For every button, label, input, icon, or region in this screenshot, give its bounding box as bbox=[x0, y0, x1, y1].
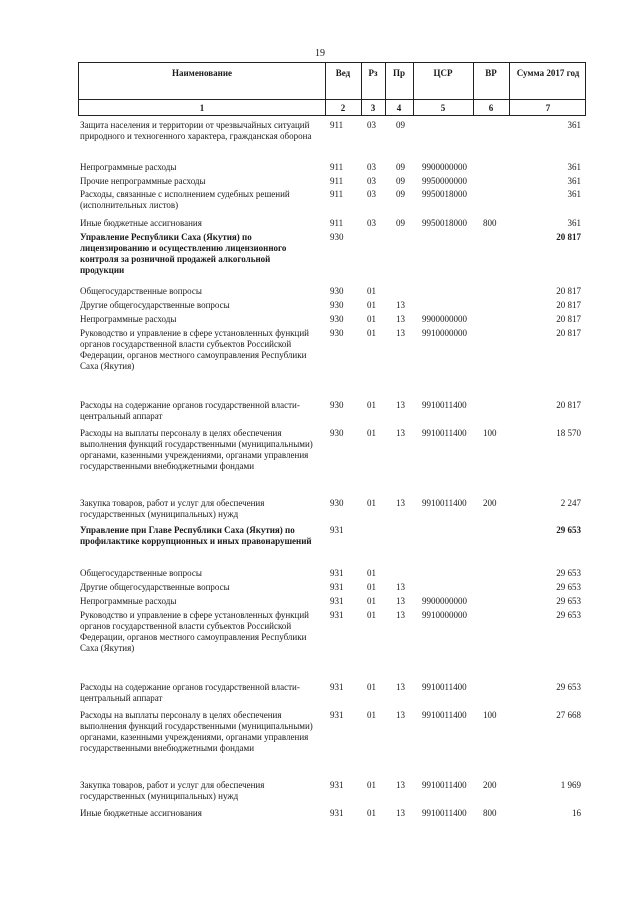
cell-csr: 9910011400 bbox=[422, 428, 467, 438]
header-name: Наименование bbox=[172, 68, 232, 78]
page-number: 19 bbox=[315, 48, 325, 59]
cell-name: Руководство и управление в сфере установленных функций органов государственной власти субъектов Российской Федерации, органов местного самоуправления Республики Саха (Якутия) bbox=[80, 610, 309, 653]
cell-ved: 911 bbox=[330, 162, 344, 172]
header-num-ved: 2 bbox=[340, 103, 346, 113]
cell-name: Общегосударственные вопросы bbox=[80, 568, 202, 578]
cell-sum: 361 bbox=[567, 162, 581, 172]
cell-sum: 20 817 bbox=[556, 232, 581, 242]
cell-pr: 13 bbox=[396, 596, 405, 606]
cell-name: Иные бюджетные ассигнования bbox=[80, 808, 202, 818]
cell-name: Общегосударственные вопросы bbox=[80, 286, 202, 296]
cell-ved: 930 bbox=[330, 300, 344, 310]
cell-name: Расходы, связанные с исполнением судебных решений (исполнительных листов) bbox=[80, 189, 290, 210]
header-vr: ВР bbox=[485, 68, 497, 78]
cell-ved: 911 bbox=[330, 120, 344, 130]
cell-pr: 09 bbox=[396, 218, 405, 228]
cell-name: Защита населения и территории от чрезвычайных ситуаций природного и техногенного характера, гражданская оборона bbox=[80, 120, 312, 141]
cell-pr: 13 bbox=[396, 780, 405, 790]
cell-name: Другие общегосударственные вопросы bbox=[80, 582, 230, 592]
cell-vr: 800 bbox=[483, 808, 497, 818]
cell-name: Другие общегосударственные вопросы bbox=[80, 300, 230, 310]
cell-rz: 01 bbox=[367, 596, 376, 606]
cell-sum: 20 817 bbox=[556, 286, 581, 296]
cell-name: Расходы на содержание органов государственной власти- центральный аппарат bbox=[80, 400, 300, 421]
cell-vr: 200 bbox=[483, 498, 497, 508]
cell-name: Расходы на содержание органов государственной власти- центральный аппарат bbox=[80, 682, 300, 703]
cell-sum: 361 bbox=[567, 176, 581, 186]
cell-csr: 9910011400 bbox=[422, 710, 467, 720]
cell-vr: 200 bbox=[483, 780, 497, 790]
cell-vr: 100 bbox=[483, 428, 497, 438]
cell-sum: 29 653 bbox=[556, 596, 581, 606]
cell-sum: 29 653 bbox=[556, 525, 581, 535]
cell-ved: 930 bbox=[330, 286, 344, 296]
cell-ved: 911 bbox=[330, 189, 344, 199]
cell-csr: 9910011400 bbox=[422, 780, 467, 790]
cell-ved: 931 bbox=[330, 808, 344, 818]
header-pr: Пр bbox=[392, 68, 405, 78]
cell-sum: 29 653 bbox=[556, 568, 581, 578]
cell-rz: 03 bbox=[367, 120, 376, 130]
cell-name: Прочие непрограммные расходы bbox=[80, 176, 206, 186]
cell-pr: 13 bbox=[396, 610, 405, 620]
cell-pr: 13 bbox=[396, 328, 405, 338]
cell-ved: 930 bbox=[330, 232, 344, 242]
cell-ved: 931 bbox=[330, 610, 344, 620]
cell-sum: 18 570 bbox=[556, 428, 581, 438]
header-num-rz: 3 bbox=[370, 103, 376, 113]
cell-name: Иные бюджетные ассигнования bbox=[80, 218, 202, 228]
cell-pr: 13 bbox=[396, 400, 405, 410]
cell-rz: 01 bbox=[367, 300, 376, 310]
cell-rz: 03 bbox=[367, 189, 376, 199]
cell-rz: 01 bbox=[367, 498, 376, 508]
cell-csr: 9950018000 bbox=[422, 218, 467, 228]
header-num-pr: 4 bbox=[396, 103, 402, 113]
cell-pr: 13 bbox=[396, 498, 405, 508]
cell-ved: 930 bbox=[330, 498, 344, 508]
header-num-vr: 6 bbox=[488, 103, 494, 113]
cell-ved: 931 bbox=[330, 525, 344, 535]
cell-sum: 29 653 bbox=[556, 610, 581, 620]
cell-pr: 13 bbox=[396, 314, 405, 324]
cell-ved: 930 bbox=[330, 400, 344, 410]
cell-pr: 09 bbox=[396, 162, 405, 172]
cell-ved: 931 bbox=[330, 582, 344, 592]
cell-rz: 01 bbox=[367, 808, 376, 818]
cell-ved: 931 bbox=[330, 682, 344, 692]
cell-ved: 931 bbox=[330, 710, 344, 720]
table-header bbox=[78, 62, 586, 116]
cell-rz: 03 bbox=[367, 162, 376, 172]
header-num-csr: 5 bbox=[440, 103, 446, 113]
cell-rz: 01 bbox=[367, 682, 376, 692]
cell-pr: 13 bbox=[396, 582, 405, 592]
header-divider bbox=[79, 99, 585, 100]
cell-pr: 13 bbox=[396, 300, 405, 310]
cell-csr: 9910011400 bbox=[422, 808, 467, 818]
cell-rz: 01 bbox=[367, 582, 376, 592]
cell-rz: 01 bbox=[367, 568, 376, 578]
cell-rz: 03 bbox=[367, 218, 376, 228]
cell-sum: 361 bbox=[567, 120, 581, 130]
cell-ved: 930 bbox=[330, 328, 344, 338]
cell-csr: 9910000000 bbox=[422, 610, 467, 620]
cell-csr: 9900000000 bbox=[422, 314, 467, 324]
cell-sum: 361 bbox=[567, 218, 581, 228]
cell-pr: 13 bbox=[396, 710, 405, 720]
cell-ved: 931 bbox=[330, 596, 344, 606]
cell-name: Закупка товаров, работ и услуг для обеспечения государственных (муниципальных) нужд bbox=[80, 498, 265, 519]
cell-rz: 01 bbox=[367, 710, 376, 720]
cell-csr: 9910011400 bbox=[422, 498, 467, 508]
cell-pr: 09 bbox=[396, 120, 405, 130]
cell-rz: 01 bbox=[367, 314, 376, 324]
cell-rz: 01 bbox=[367, 780, 376, 790]
cell-sum: 20 817 bbox=[556, 328, 581, 338]
cell-name: Непрограммные расходы bbox=[80, 314, 177, 324]
cell-ved: 930 bbox=[330, 428, 344, 438]
cell-name: Управление Республики Саха (Якутия) по лицензированию и осуществлению лицензионного контроля за розничной продажей алкогольной продукции bbox=[80, 232, 287, 275]
cell-rz: 01 bbox=[367, 286, 376, 296]
cell-pr: 13 bbox=[396, 682, 405, 692]
cell-pr: 09 bbox=[396, 176, 405, 186]
cell-name: Закупка товаров, работ и услуг для обеспечения государственных (муниципальных) нужд bbox=[80, 780, 265, 801]
cell-rz: 01 bbox=[367, 610, 376, 620]
cell-csr: 9910011400 bbox=[422, 400, 467, 410]
header-ved: Вед bbox=[335, 68, 351, 78]
cell-name: Расходы на выплаты персоналу в целях обеспечения выполнения функций государственными (муниципальными) органами, казенными учреждениями, органами управления государственными внебюджетными фондами bbox=[80, 428, 313, 471]
cell-name: Непрограммные расходы bbox=[80, 162, 177, 172]
cell-rz: 01 bbox=[367, 428, 376, 438]
cell-sum: 1 969 bbox=[560, 780, 581, 790]
cell-rz: 01 bbox=[367, 328, 376, 338]
cell-sum: 16 bbox=[572, 808, 581, 818]
cell-csr: 9950000000 bbox=[422, 176, 467, 186]
cell-name: Непрограммные расходы bbox=[80, 596, 177, 606]
cell-sum: 20 817 bbox=[556, 314, 581, 324]
cell-ved: 911 bbox=[330, 176, 344, 186]
cell-pr: 09 bbox=[396, 189, 405, 199]
cell-sum: 361 bbox=[567, 189, 581, 199]
cell-csr: 9900000000 bbox=[422, 596, 467, 606]
header-num-name: 1 bbox=[199, 103, 205, 113]
cell-ved: 931 bbox=[330, 568, 344, 578]
cell-vr: 100 bbox=[483, 710, 497, 720]
cell-vr: 800 bbox=[483, 218, 497, 228]
cell-rz: 03 bbox=[367, 176, 376, 186]
cell-csr: 9910011400 bbox=[422, 682, 467, 692]
cell-sum: 29 653 bbox=[556, 682, 581, 692]
cell-ved: 911 bbox=[330, 218, 344, 228]
cell-sum: 27 668 bbox=[556, 710, 581, 720]
cell-name: Расходы на выплаты персоналу в целях обеспечения выполнения функций государственными (муниципальными) органами, казенными учреждениями, органами управления государственными внебюджетными фондами bbox=[80, 710, 313, 753]
cell-ved: 931 bbox=[330, 780, 344, 790]
header-sum: Сумма 2017 год bbox=[516, 68, 580, 78]
header-csr: ЦСР bbox=[433, 68, 453, 78]
cell-pr: 13 bbox=[396, 428, 405, 438]
cell-sum: 2 247 bbox=[560, 498, 581, 508]
cell-pr: 13 bbox=[396, 808, 405, 818]
cell-name: Руководство и управление в сфере установленных функций органов государственной власти субъектов Российской Федерации, органов местного самоуправления Республики Саха (Якутия) bbox=[80, 328, 309, 371]
header-rz: Рз bbox=[368, 68, 378, 78]
header-num-sum: 7 bbox=[545, 103, 551, 113]
cell-csr: 9910000000 bbox=[422, 328, 467, 338]
cell-sum: 20 817 bbox=[556, 300, 581, 310]
cell-sum: 20 817 bbox=[556, 400, 581, 410]
cell-ved: 930 bbox=[330, 314, 344, 324]
cell-sum: 29 653 bbox=[556, 582, 581, 592]
cell-rz: 01 bbox=[367, 400, 376, 410]
cell-name: Управление при Главе Республики Саха (Якутия) по профилактике коррупционных и иных правонарушений bbox=[80, 525, 312, 546]
cell-csr: 9900000000 bbox=[422, 162, 467, 172]
cell-csr: 9950018000 bbox=[422, 189, 467, 199]
